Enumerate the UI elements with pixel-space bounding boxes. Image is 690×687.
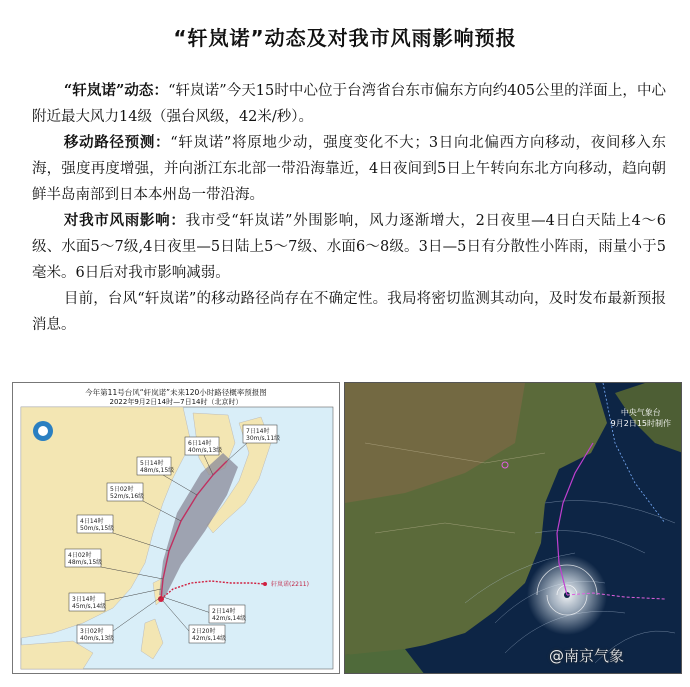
forecast-detail: 42m/s,14级 (212, 615, 247, 622)
forecast-label: 6日14时 (188, 440, 212, 447)
paragraph-lead: “轩岚诺”动态： (63, 82, 169, 99)
track-forecast-map (12, 382, 340, 674)
article-body (32, 78, 666, 338)
forecast-label: 2日14时 (212, 608, 236, 615)
forecast-detail: 40m/s,13级 (80, 635, 115, 642)
page-title: “轩岚诺”动态及对我市风雨影响预报 (173, 26, 517, 50)
forecast-detail: 30m/s,11级 (246, 435, 281, 442)
forecast-detail: 48m/s,15级 (140, 467, 175, 474)
paragraph-lead: 移动路径预测： (63, 134, 171, 151)
map-title: 今年第11号台风“轩岚诺”未来120小时路径概率预报图 (85, 388, 267, 397)
paragraph-text: “轩岚诺”将原地少动，强度变化不大；3日向北偏西方向移动，夜间移入东海，强度再度增强，并向浙江东北部一带沿海靠近，4日夜间到5日上午转向东北方向移动，趋向朝鲜半岛南部到日本本州岛一带沿海。 (32, 135, 666, 203)
satellite-caption (611, 407, 671, 429)
forecast-detail: 48m/s,15级 (68, 559, 103, 566)
paragraph-text: “轩岚诺”今天15时中心位于台湾省台东市偏东方向约405公里的洋面上，中心附近最大风力14级（强台风级，42米/秒）。 (32, 83, 666, 125)
forecast-label: 5日14时 (140, 460, 164, 467)
satellite-image (344, 382, 682, 674)
paragraph-track (32, 130, 666, 208)
paragraph-impact (32, 208, 666, 286)
forecast-label: 3日14时 (72, 596, 96, 603)
forecast-label: 4日02时 (68, 552, 92, 559)
forecast-detail: 40m/s,13级 (188, 447, 223, 454)
map-subtitle: 2022年9月2日14时—7日14时（北京时） (109, 398, 243, 406)
forecast-label: 3日02时 (80, 628, 104, 635)
paragraph-text: 我市受“轩岚诺”外围影响，风力逐渐增大，2日夜里—4日白天陆上4～6级、水面5～7级,4日夜里—5日陆上5～7级、水面6～8级。3日—5日有分散性小阵雨，雨量小于5毫米。6日后对我市影响减弱。 (32, 213, 667, 281)
paragraph-outlook (32, 286, 666, 338)
track-map-svg (13, 383, 340, 674)
paragraph-lead: 对我市风雨影响： (63, 212, 186, 229)
agency-name: 中央气象台 (620, 408, 661, 417)
paragraph-text: 目前，台风“轩岚诺”的移动路径尚存在不确定性。我局将密切监测其动向，及时发布最新预报消息。 (32, 291, 666, 333)
forecast-detail: 52m/s,16级 (110, 493, 145, 500)
figure-row (12, 382, 682, 674)
forecast-label: 7日14时 (246, 428, 270, 435)
forecast-label: 4日14时 (80, 518, 104, 525)
forecast-detail: 42m/s,14级 (192, 635, 227, 642)
issue-time: 9月2日15时制作 (610, 419, 671, 428)
paragraph-status (32, 78, 666, 130)
typhoon-name-label: 轩岚诺(2211) (271, 581, 309, 588)
forecast-detail: 45m/s,14级 (72, 603, 107, 610)
forecast-detail: 50m/s,15级 (80, 525, 115, 532)
forecast-label: 5日02时 (110, 486, 134, 493)
forecast-label: 2日20时 (192, 628, 216, 635)
weibo-watermark: @南京气象 (548, 647, 624, 665)
